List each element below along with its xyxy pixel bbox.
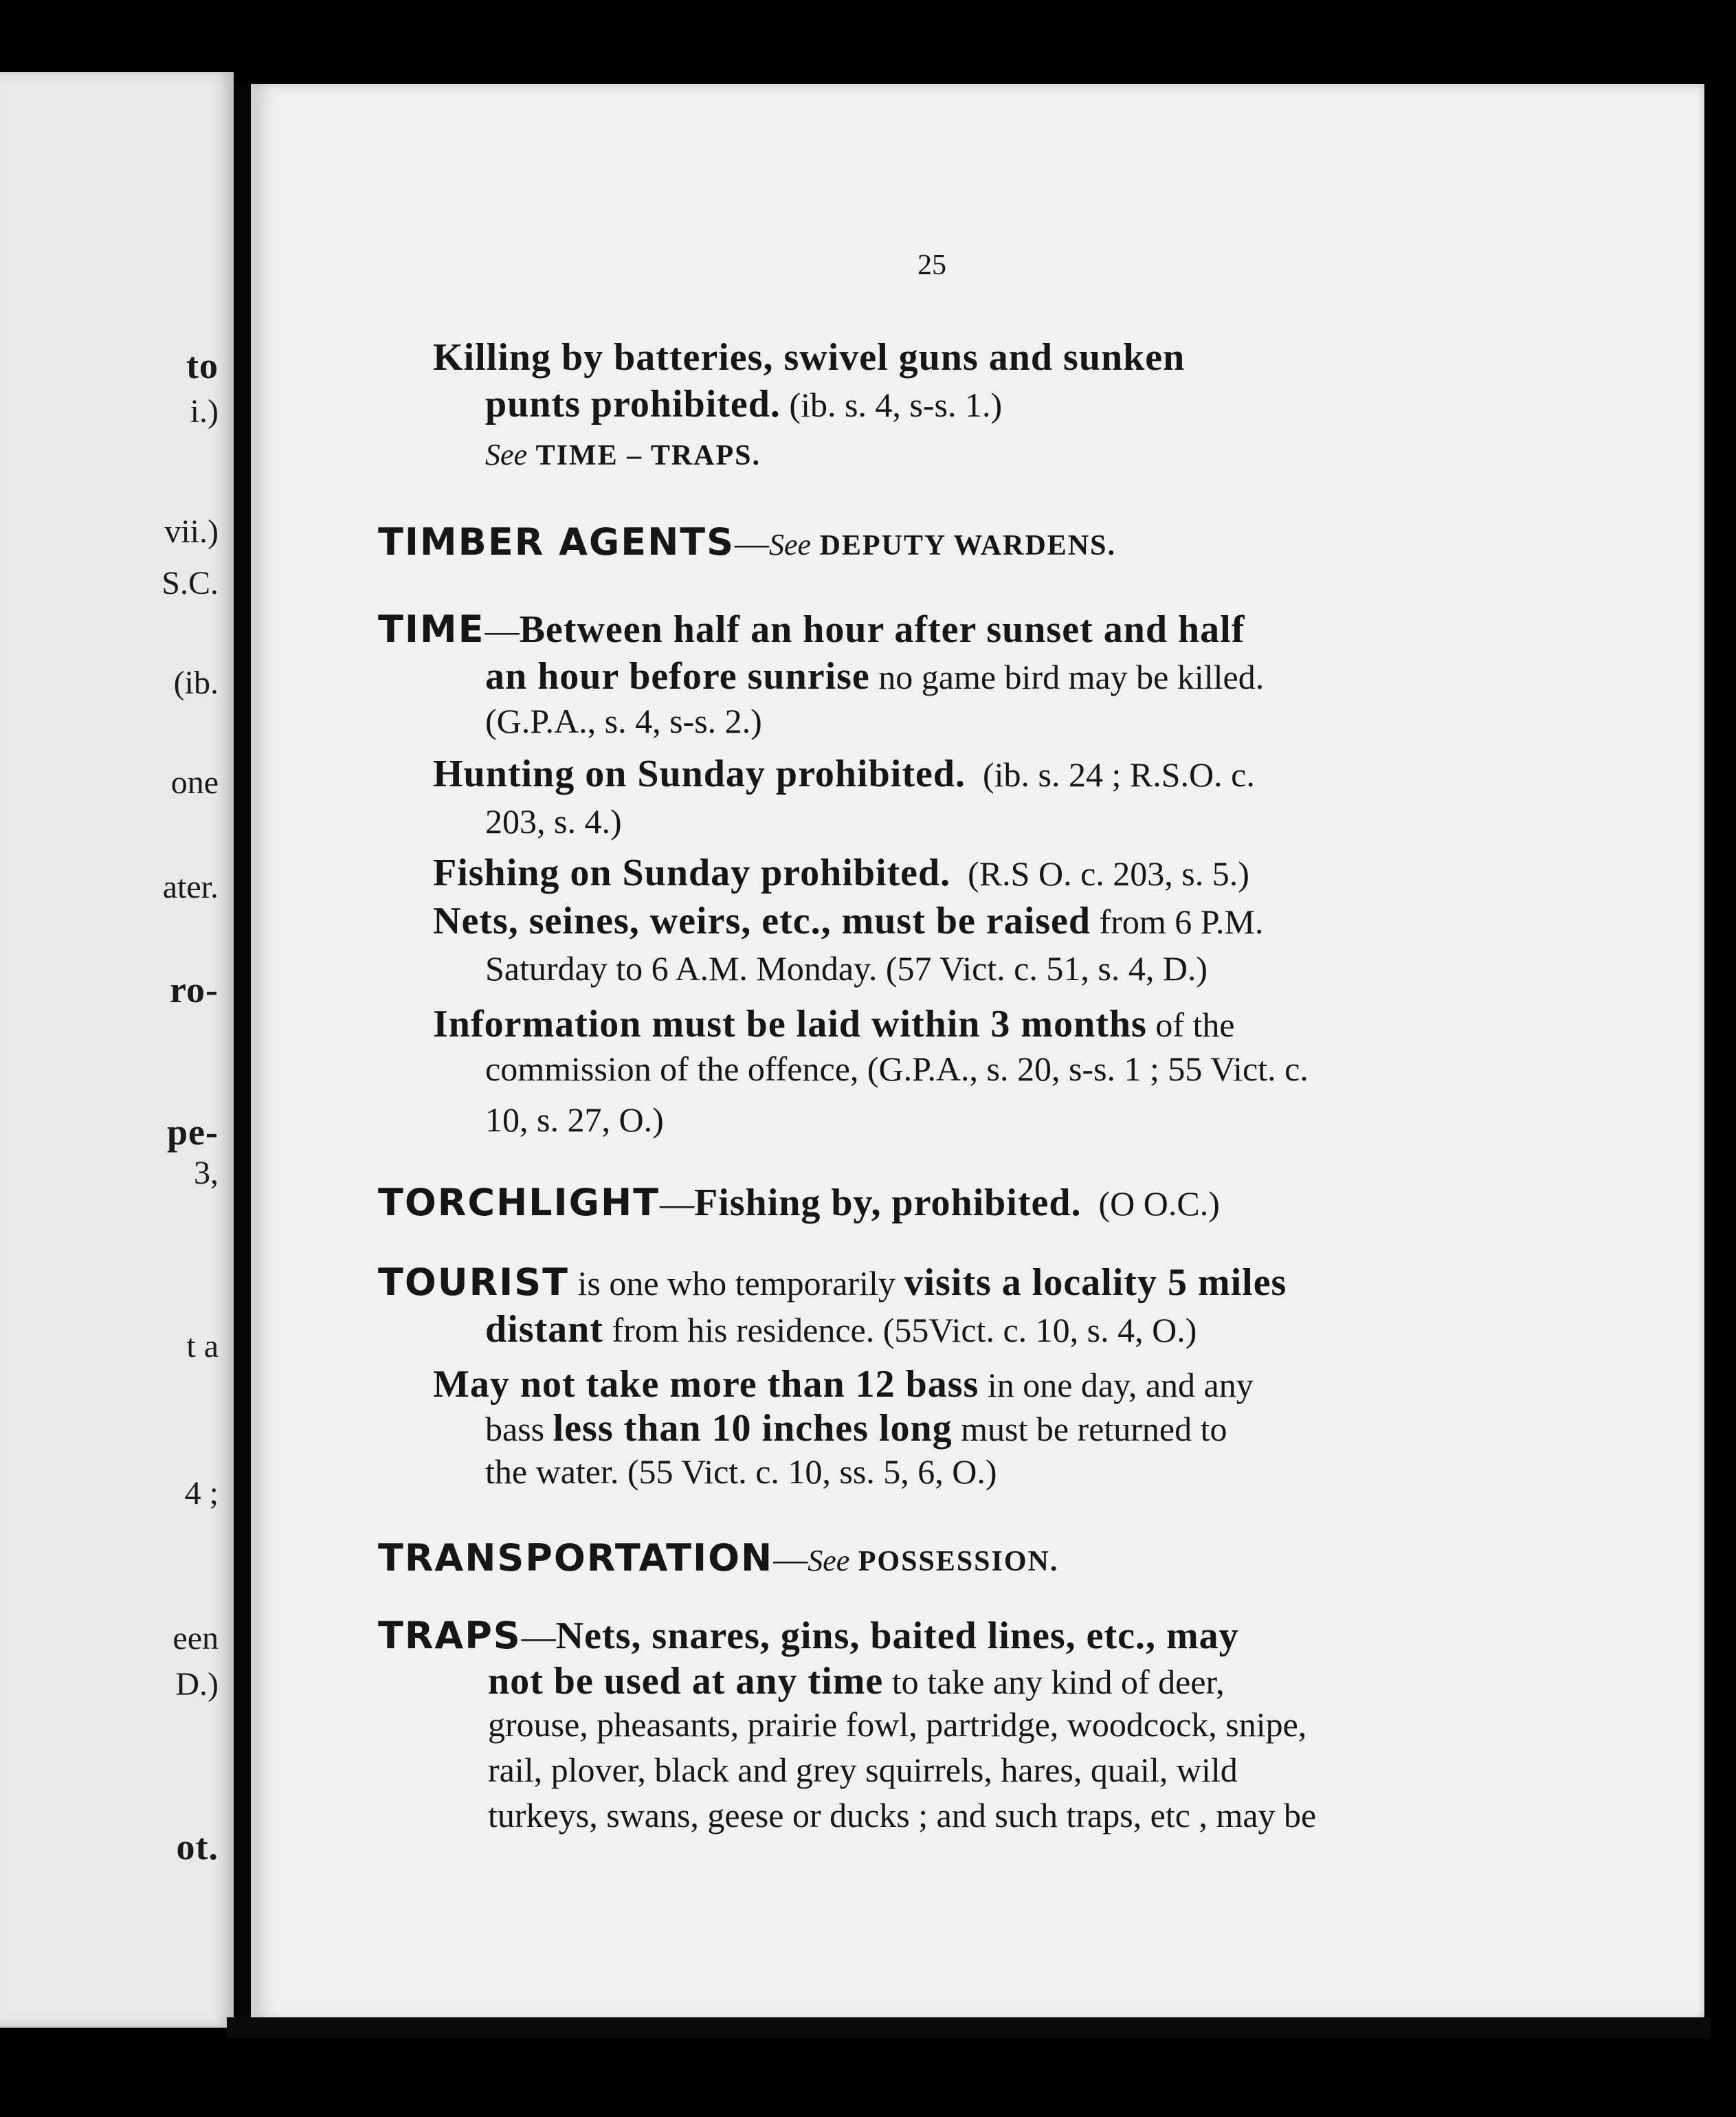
- traps-line-1: [378, 1614, 1239, 1657]
- entry-heading: TORCHLIGHT: [378, 1181, 660, 1224]
- killing-bold-text: Killing by batteries, swivel guns and sunken: [433, 336, 1186, 379]
- left-fragment: 4 ;: [184, 1475, 219, 1511]
- traps-bold-text: Nets, snares, gins, baited lines, etc., may: [555, 1615, 1239, 1657]
- left-fragment: t a: [186, 1328, 219, 1364]
- citation: the water. (55 Vict. c. 10, ss. 5, 6, O.): [485, 1452, 997, 1491]
- entry-heading: TOURIST: [378, 1261, 569, 1304]
- tourist-line-1: [378, 1263, 1287, 1302]
- time-entry-line-1: [378, 610, 1245, 649]
- see-label: See: [485, 438, 528, 472]
- information-bold-text: Information must be laid within 3 months: [433, 1003, 1147, 1045]
- left-fragment: ot.: [176, 1826, 219, 1867]
- tourist-line-3: [433, 1365, 1254, 1404]
- tourist-bold-text: visits a locality 5 miles: [904, 1261, 1287, 1304]
- tourist-bold-text: distant: [485, 1308, 603, 1351]
- traps-plain-text: to take any kind of deer,: [891, 1663, 1225, 1701]
- left-page: [0, 72, 234, 2028]
- entry-heading: TIMBER AGENTS: [378, 520, 735, 564]
- cross-reference: DEPUTY WARDENS.: [819, 530, 1116, 562]
- time-entry-line-2: [485, 657, 1264, 696]
- tourist-bold-text: May not take more than 12 bass: [433, 1363, 979, 1406]
- hunting-line-2: [485, 804, 622, 839]
- killing-bold-text: punts prohibited.: [485, 383, 781, 425]
- hunting-bold-text: Hunting on Sunday prohibited.: [433, 753, 966, 795]
- killing-line-3: [485, 436, 761, 470]
- tourist-plain-text: is one who temporarily: [577, 1264, 895, 1303]
- torchlight-bold-text: Fishing by, prohibited.: [694, 1182, 1082, 1224]
- citation: commission of the offence, (G.P.A., s. 20, s-s. 1 ; 55 Vict. c.: [485, 1050, 1309, 1088]
- citation: (ib. s. 4, s-s. 1.): [789, 386, 1003, 424]
- citation: (O O.C.): [1098, 1184, 1220, 1223]
- tourist-line-5: [485, 1454, 997, 1489]
- citation: 203, s. 4.): [485, 802, 622, 841]
- information-line-3: [485, 1102, 664, 1137]
- dash: —: [521, 1617, 556, 1656]
- tourist-plain-text: from his residence. (55Vict. c. 10, s. 4, O.): [612, 1311, 1197, 1349]
- traps-plain-text: rail, plover, black and grey squirrels, hares, quail, wild: [488, 1751, 1238, 1789]
- see-label: See: [808, 1544, 850, 1577]
- citation: (G.P.A., s. 4, s-s. 2.): [485, 702, 762, 740]
- cross-reference: POSSESSION.: [858, 1546, 1059, 1577]
- left-fragment: D.): [175, 1666, 219, 1703]
- traps-line-2: [488, 1660, 1225, 1703]
- tourist-plain-text: in one day, and any: [987, 1366, 1254, 1404]
- see-label: See: [769, 528, 812, 562]
- citation: (R.S O. c. 203, s. 5.): [968, 854, 1249, 893]
- traps-line-5: [488, 1796, 1317, 1835]
- tourist-plain-text: bass: [485, 1410, 545, 1448]
- left-fragment: een: [173, 1620, 219, 1656]
- entry-heading: TRANSPORTATION: [378, 1536, 774, 1580]
- page-bottom-edge: [227, 2017, 1711, 2038]
- dash: —: [735, 524, 770, 562]
- left-fragment: to: [186, 345, 219, 386]
- left-fragment: ro-: [170, 969, 219, 1010]
- fishing-line: [433, 854, 1249, 892]
- transportation-entry: [378, 1536, 1059, 1580]
- tourist-bold-text: less than 10 inches long: [553, 1407, 953, 1450]
- nets-line-1: [433, 902, 1263, 940]
- information-line-1: [433, 1005, 1235, 1043]
- tourist-line-2: [485, 1310, 1197, 1349]
- left-fragment: ater.: [162, 869, 219, 905]
- left-fragment: (ib.: [173, 665, 219, 701]
- dash: —: [485, 611, 520, 650]
- citation: (ib. s. 24 ; R.S.O. c.: [982, 755, 1255, 794]
- information-line-2: [485, 1052, 1309, 1086]
- time-entry-line-3: [485, 704, 762, 738]
- tourist-plain-text: must be returned to: [961, 1410, 1227, 1448]
- tourist-line-4: [485, 1409, 1227, 1448]
- left-fragment: vii.): [164, 513, 219, 550]
- time-plain-text: no game bird may be killed.: [878, 658, 1265, 696]
- traps-plain-text: turkeys, swans, geese or ducks ; and such traps, etc , may be: [488, 1796, 1317, 1835]
- time-bold-text: an hour before sunrise: [485, 655, 870, 698]
- nets-bold-text: Nets, seines, weirs, etc., must be raised: [433, 900, 1091, 942]
- page-number: 25: [917, 250, 946, 281]
- timber-agents-entry: [378, 520, 1116, 564]
- nets-plain-text: from 6 P.M.: [1099, 902, 1264, 941]
- information-plain-text: of the: [1155, 1006, 1235, 1044]
- left-fragment: one: [170, 764, 219, 801]
- entry-heading: TIME: [378, 608, 485, 651]
- fishing-bold-text: Fishing on Sunday prohibited.: [433, 852, 951, 894]
- citation: 10, s. 27, O.): [485, 1100, 664, 1139]
- left-fragment: pe-: [167, 1111, 219, 1153]
- traps-bold-text: not be used at any time: [488, 1660, 884, 1703]
- left-fragment: 3,: [194, 1155, 219, 1191]
- traps-line-4: [488, 1753, 1238, 1787]
- time-bold-text: Between half an hour after sunset and half: [519, 608, 1245, 651]
- entry-heading: TRAPS: [378, 1614, 522, 1657]
- cross-reference: TIME – TRAPS.: [535, 440, 761, 472]
- killing-line-2: [485, 385, 1002, 423]
- hunting-line-1: [433, 755, 1255, 793]
- dash: —: [660, 1184, 694, 1223]
- citation: Saturday to 6 A.M. Monday. (57 Vict. c. 51, s. 4, D.): [485, 949, 1208, 988]
- traps-line-3: [488, 1707, 1306, 1742]
- traps-plain-text: grouse, pheasants, prairie fowl, partridge, woodcock, snipe,: [488, 1705, 1307, 1744]
- nets-line-2: [485, 951, 1208, 986]
- torchlight-entry: [378, 1181, 1220, 1224]
- dash: —: [773, 1540, 808, 1578]
- killing-line-1: [433, 338, 1185, 377]
- left-fragment: i.): [190, 393, 219, 430]
- left-fragment: S.C.: [162, 565, 219, 601]
